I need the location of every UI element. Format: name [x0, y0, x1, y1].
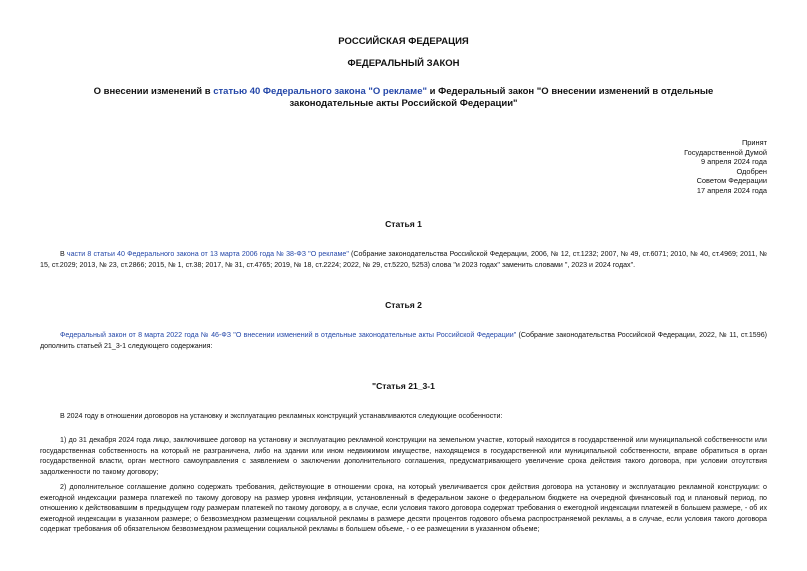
- article-1-link[interactable]: части 8 статьи 40 Федерального закона от 13 марта 2006 года № 38-ФЗ "О рекламе": [66, 250, 349, 258]
- article-2-link[interactable]: Федеральный закон от 8 марта 2022 года № 46-ФЗ "О внесении изменений в отдельные законодательные акты Российской Федерации": [60, 331, 517, 339]
- article-21-item-2: [40, 482, 767, 535]
- article-21-item-1-text: 1) до 31 декабря 2024 года лицо, заключившее договор на установку и эксплуатацию рекламной конструкции на земельном участке, который находится в государственной или муниципальной собственности или государственная собственность на который не разграничена, либо на здании или ином недвижимом имуществе, находящемся в государственной или муниципальной собственности, вправе обратиться в орган государственной власти, орган местного самоуправления с заявлением о заключении дополнительного соглашения, предусматривающего увеличение срока действия такого договора, при условии отсутствия задолженности по такому договору;: [40, 436, 767, 476]
- article-2-text: [40, 330, 767, 351]
- adoption-line: Государственной Думой: [684, 147, 767, 157]
- article-2-heading: Статья 2: [385, 300, 422, 310]
- article-1-heading: Статья 1: [385, 219, 422, 229]
- article-21-heading: "Статья 21_3-1: [372, 381, 435, 391]
- article-21-intro-text: В 2024 году в отношении договоров на установку и эксплуатацию рекламных конструкций устанавливаются следующие особенности:: [60, 412, 503, 420]
- adoption-line: Советом Федерации: [696, 176, 767, 186]
- article-1-text: [40, 249, 767, 270]
- title-link[interactable]: статью 40 Федерального закона "О рекламе": [213, 86, 427, 97]
- article-21-intro: [40, 411, 767, 422]
- article-1-prefix: В: [60, 250, 67, 258]
- law-title: [40, 86, 767, 110]
- adoption-line: 17 апреля 2024 года: [696, 185, 767, 195]
- title-prefix: О внесении изменений в: [93, 86, 214, 97]
- adoption-block: [684, 138, 767, 196]
- article-21-item-1: [40, 435, 767, 477]
- article-2-body: (Собрание законодательства Российской Федерации, 2022, № 11, ст.1596) дополнить статьей 21_3-1 следующего содержания:: [40, 331, 768, 350]
- title-suffix: и Федеральный закон "О внесении изменений в отдельные законодательные акты Российской Федерации": [289, 86, 714, 109]
- article-21-item-2-text: 2) дополнительное соглашение должно содержать требования, действующие в отношении срока, на который увеличивается срок действия договора на установку и эксплуатацию рекламной конструкции: о ежегодной индексации размера платежей по такому договору на размер уровня инфляции, установленный в федеральном законе о федеральном бюджете на очередной финансовый год и плановый период, по отношению к действовавшим в предыдущем году размерам платежей по такому договору, а в случае, если условия такого договора содержат требования о ежегодной индексации платежей в большем размере, - об их ежегодной индексации в указанном размере; о безвозмездном размещении социальной рекламы в размере десяти процентов годового объема распространяемой рекламы, а в случае, если условия такого договора содержат требования об обязательном безвозмездном размещении социальной рекламы в большем объеме, - о ее размещении в указанном объеме;: [40, 483, 767, 534]
- article-1-body: (Собрание законодательства Российской Федерации, 2006, № 12, ст.1232; 2007, № 49, ст.6071; 2010, № 40, ст.4969; 2011, № 15, ст.2029; 2013, № 23, ст.2866; 2015, № 1, ст.38; 2017, № 31, ст.4765; 2019, № 18, ст.2224; 2022, № 29, ст.5220, 5253) слова "и 2023 годах" заменить словами ", 2023 и 2024 годах".: [40, 250, 767, 269]
- adoption-line: Принят: [741, 138, 767, 147]
- adoption-line: Одобрен: [736, 166, 767, 176]
- country-heading: РОССИЙСКАЯ ФЕДЕРАЦИЯ: [338, 36, 469, 47]
- adoption-line: 9 апреля 2024 года: [700, 157, 767, 167]
- doc-type-heading: ФЕДЕРАЛЬНЫЙ ЗАКОН: [347, 58, 460, 69]
